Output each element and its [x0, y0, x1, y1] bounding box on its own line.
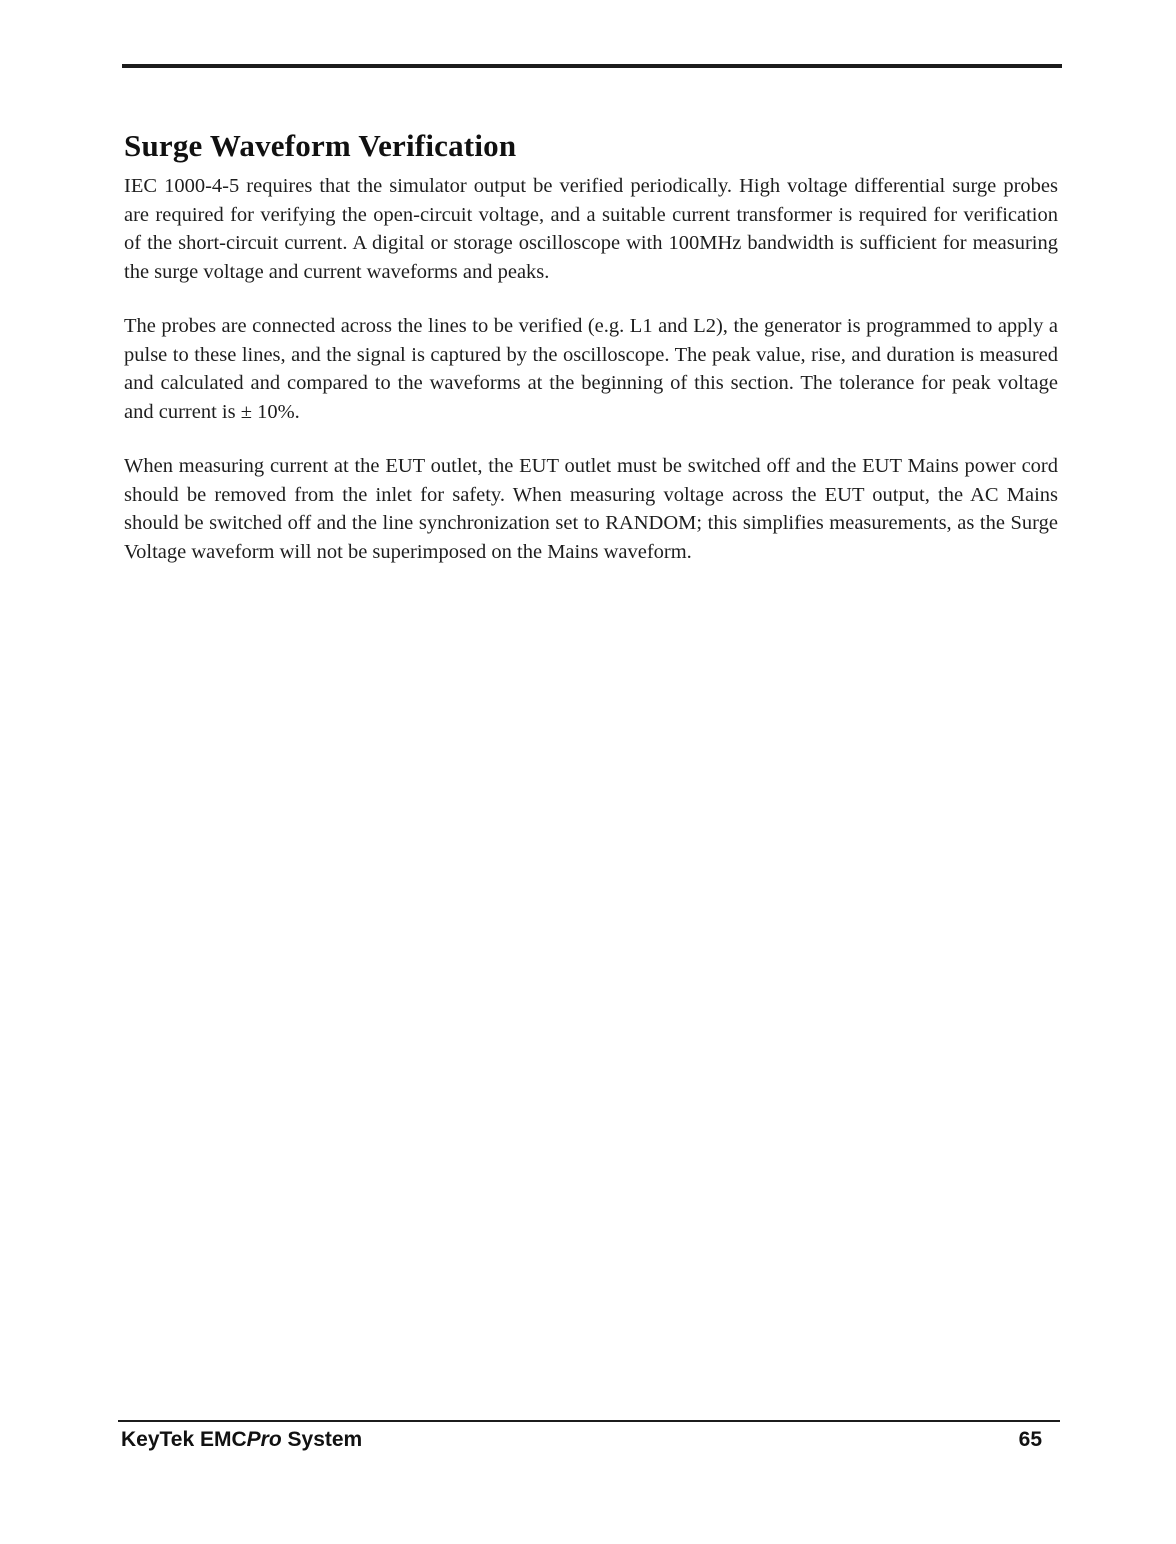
footer-title-suffix: System	[281, 1428, 363, 1451]
page-number: 65	[1018, 1428, 1042, 1451]
footer-title-italic: Pro	[246, 1428, 282, 1451]
paragraph-probe-procedure: The probes are connected across the lines to be verified (e.g. L1 and L2), the generator is programmed to apply a pulse to these lines, and the signal is captured by the oscilloscope. The peak value, rise, and duration is measured and calculated and compared to the waveforms at the beginning of this section. The tolerance for peak voltage and current is ± 10%.	[124, 315, 1058, 423]
paragraph-verification-requirements: IEC 1000-4-5 requires that the simulator output be verified periodically. High voltage differential surge probes are required for verifying the open-circuit voltage, and a suitable current transformer is required for verification of the short-circuit current. A digital or storage oscilloscope with 100MHz bandwidth is sufficient for measuring the surge voltage and current waveforms and peaks.	[124, 175, 1058, 283]
footer-rule	[118, 1420, 1060, 1422]
body-text	[124, 172, 1058, 592]
paragraph-measurement-safety: When measuring current at the EUT outlet, the EUT outlet must be switched off and the EUT Mains power cord should be removed from the inlet for safety. When measuring voltage across the EUT output, the AC Mains should be switched off and the line synchronization set to RANDOM; this simplifies measurements, as the Surge Voltage waveform will not be superimposed on the Mains waveform.	[124, 455, 1058, 563]
header-rule	[122, 64, 1062, 68]
footer-title-prefix: KeyTek EMC	[121, 1428, 247, 1451]
footer-product-title	[121, 1426, 362, 1454]
section-heading: Surge Waveform Verification	[124, 128, 517, 163]
